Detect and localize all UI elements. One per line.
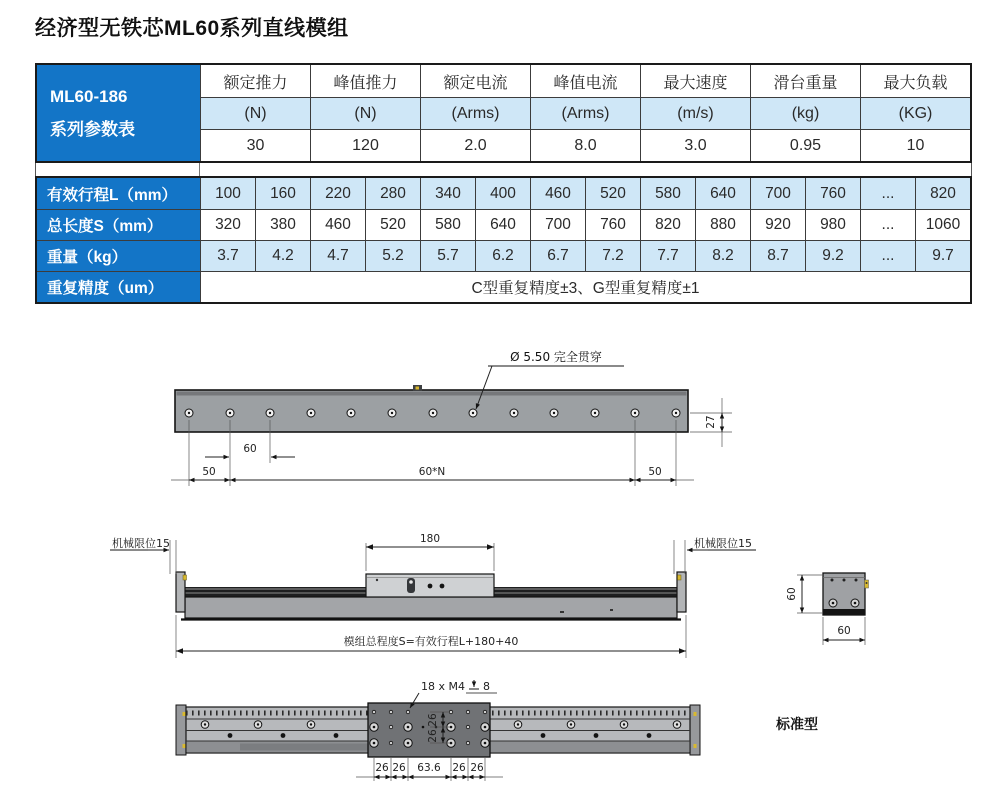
weight-value: 4.7 bbox=[310, 240, 365, 271]
spec-col-name: 峰值电流 bbox=[530, 65, 640, 97]
weight-value: ... bbox=[860, 240, 915, 271]
length-value: 580 bbox=[420, 209, 475, 240]
stroke-value: ... bbox=[860, 178, 915, 209]
dim-63-6: 63.6 bbox=[417, 762, 441, 774]
dim-27: 27 bbox=[705, 415, 717, 429]
dim-60xN: 60*N bbox=[418, 466, 446, 478]
page-title: 经济型无铁芯ML60系列直线模组 bbox=[35, 17, 349, 40]
length-value: 700 bbox=[530, 209, 585, 240]
spec-col-unit: (m/s) bbox=[640, 97, 750, 129]
length-value: ... bbox=[860, 209, 915, 240]
model-subtitle: 系列参数表 bbox=[50, 119, 135, 139]
spec-col-name: 最大速度 bbox=[640, 65, 750, 97]
length-value: 980 bbox=[805, 209, 860, 240]
spec-col-value: 0.95 bbox=[750, 129, 860, 161]
spec-table bbox=[35, 63, 972, 163]
stroke-value: 160 bbox=[255, 178, 310, 209]
weight-value: 9.2 bbox=[805, 240, 860, 271]
length-value: 520 bbox=[365, 209, 420, 240]
spec-col-name: 额定电流 bbox=[420, 65, 530, 97]
length-value: 460 bbox=[310, 209, 365, 240]
stroke-value: 520 bbox=[585, 178, 640, 209]
stroke-value: 100 bbox=[200, 178, 255, 209]
spec-col-value: 2.0 bbox=[420, 129, 530, 161]
spec-col-value: 10 bbox=[860, 129, 970, 161]
model-name: ML60-186 bbox=[50, 86, 128, 106]
weight-value: 7.7 bbox=[640, 240, 695, 271]
weight-value: 5.7 bbox=[420, 240, 475, 271]
length-value: 380 bbox=[255, 209, 310, 240]
length-value: 820 bbox=[640, 209, 695, 240]
dim-60-pitch: 60 bbox=[243, 443, 257, 455]
model-cell bbox=[37, 65, 200, 161]
stroke-value: 400 bbox=[475, 178, 530, 209]
spec-col-unit: (kg) bbox=[750, 97, 860, 129]
dim-26-h2: 26 bbox=[392, 762, 406, 774]
length-value: 640 bbox=[475, 209, 530, 240]
spec-col-unit: (N) bbox=[310, 97, 420, 129]
stroke-value: 820 bbox=[915, 178, 970, 209]
weight-value: 6.2 bbox=[475, 240, 530, 271]
drawing-top-view bbox=[171, 349, 732, 486]
spec-col-unit: (N) bbox=[200, 97, 310, 129]
stroke-value: 760 bbox=[805, 178, 860, 209]
spec-col-name: 峰值推力 bbox=[310, 65, 420, 97]
dim-26-h1: 26 bbox=[375, 762, 389, 774]
technical-drawings bbox=[0, 330, 1008, 796]
spec-col-name: 额定推力 bbox=[200, 65, 310, 97]
stroke-value: 460 bbox=[530, 178, 585, 209]
type-label: 标准型 bbox=[776, 716, 818, 732]
dim-180: 180 bbox=[419, 533, 441, 545]
length-value: 920 bbox=[750, 209, 805, 240]
stroke-value: 700 bbox=[750, 178, 805, 209]
spec-col-unit: (Arms) bbox=[530, 97, 640, 129]
length-value: 320 bbox=[200, 209, 255, 240]
dim-26-vertical-2: 26 bbox=[427, 729, 439, 743]
repeatability-value: C型重复精度±3、G型重复精度±1 bbox=[200, 271, 970, 302]
spec-col-value: 30 bbox=[200, 129, 310, 161]
limit-sensor-right bbox=[678, 575, 682, 580]
dim-26-h4: 26 bbox=[470, 762, 484, 774]
weight-value: 3.7 bbox=[200, 240, 255, 271]
weight-value: 7.2 bbox=[585, 240, 640, 271]
dim-section-height: 60 bbox=[786, 587, 798, 601]
row-label-repeatability: 重复精度（um） bbox=[37, 271, 200, 302]
thread-callout: 18 x M4 bbox=[421, 680, 465, 693]
spec-col-name: 最大负载 bbox=[860, 65, 970, 97]
dimension-table bbox=[35, 176, 972, 304]
length-value: 760 bbox=[585, 209, 640, 240]
weight-value: 9.7 bbox=[915, 240, 970, 271]
limit-label-left: 机械限位15 bbox=[112, 537, 170, 550]
weight-value: 5.2 bbox=[365, 240, 420, 271]
length-value: 880 bbox=[695, 209, 750, 240]
spec-col-value: 120 bbox=[310, 129, 420, 161]
row-label-total-length: 总长度S（mm） bbox=[37, 209, 200, 240]
weight-value: 8.7 bbox=[750, 240, 805, 271]
row-label-stroke: 有效行程L（mm） bbox=[37, 178, 200, 209]
slider-carriage bbox=[366, 574, 494, 597]
depth-symbol-icon bbox=[469, 680, 479, 689]
stroke-value: 220 bbox=[310, 178, 365, 209]
spec-col-value: 8.0 bbox=[530, 129, 640, 161]
hole-callout: Ø 5.50 完全贯穿 bbox=[510, 350, 602, 364]
weight-value: 8.2 bbox=[695, 240, 750, 271]
length-value: 1060 bbox=[915, 209, 970, 240]
limit-label-right: 机械限位15 bbox=[694, 537, 752, 550]
spec-col-unit: (Arms) bbox=[420, 97, 530, 129]
dim-50-left: 50 bbox=[202, 466, 216, 478]
dim-26-h3: 26 bbox=[452, 762, 466, 774]
dim-26-vertical-1: 26 bbox=[427, 713, 439, 727]
thread-depth: 8 bbox=[483, 680, 490, 693]
limit-sensor-left bbox=[183, 575, 187, 580]
spec-col-name: 滑台重量 bbox=[750, 65, 860, 97]
weight-value: 6.7 bbox=[530, 240, 585, 271]
dim-50-right: 50 bbox=[648, 466, 662, 478]
stroke-value: 640 bbox=[695, 178, 750, 209]
table-gap bbox=[35, 163, 972, 176]
stroke-value: 340 bbox=[420, 178, 475, 209]
dim-section-width: 60 bbox=[837, 625, 851, 637]
stroke-value: 280 bbox=[365, 178, 420, 209]
stroke-value: 580 bbox=[640, 178, 695, 209]
drawing-side-view bbox=[110, 533, 756, 658]
row-label-weight: 重量（kg） bbox=[37, 240, 200, 271]
weight-value: 4.2 bbox=[255, 240, 310, 271]
drawing-bottom-view bbox=[176, 680, 818, 781]
drawing-cross-section bbox=[786, 573, 869, 645]
dim-total-length: 模组总程度S=有效行程L+180+40 bbox=[343, 635, 519, 648]
spec-col-unit: (KG) bbox=[860, 97, 970, 129]
spec-col-value: 3.0 bbox=[640, 129, 750, 161]
